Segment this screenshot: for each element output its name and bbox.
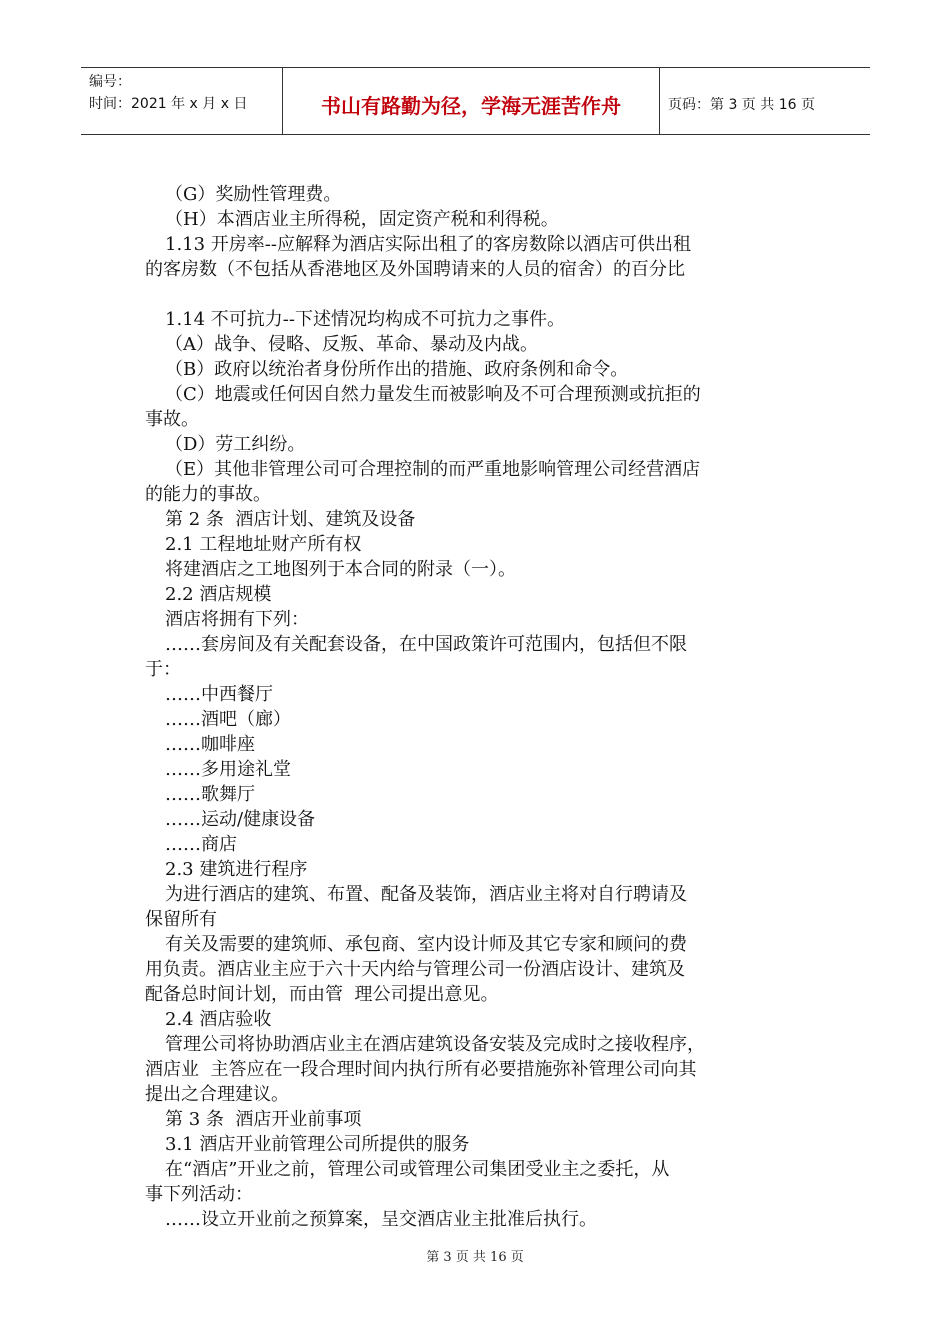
document-body — [145, 182, 810, 1232]
body-line: 在“酒店”开业之前，管理公司或管理公司集团受业主之委托，从 — [165, 1159, 670, 1180]
body-line: 事故。 — [145, 409, 199, 430]
body-line: 1.13 开房率--应解释为酒店实际出租了的客房数除以酒店可供出租 — [165, 234, 691, 255]
page-header — [81, 67, 870, 135]
body-line: 酒店业 主答应在一段合理时间内执行所有必要措施弥补管理公司向其 — [145, 1059, 697, 1080]
list-item: ……商店 — [165, 834, 237, 855]
header-meta — [81, 68, 283, 134]
body-line: （A）战争、侵略、反叛、革命、暴动及内战。 — [165, 334, 538, 355]
body-line: （E）其他非管理公司可合理控制的而严重地影响管理公司经营酒店 — [165, 459, 701, 480]
page-footer: 第 3 页 共 16 页 — [426, 1250, 524, 1265]
document-number-label: 编号： — [89, 74, 131, 90]
body-line: （D）劳工纠纷。 — [165, 434, 306, 455]
body-line: ……套房间及有关配套设备，在中国政策许可范围内，包括但不限 — [165, 634, 687, 655]
list-item: ……多用途礼堂 — [165, 759, 291, 780]
list-item: ……咖啡座 — [165, 734, 255, 755]
body-line: 配备总时间计划，而由管 理公司提出意见。 — [145, 984, 499, 1005]
body-line: 管理公司将协助酒店业主在酒店建筑设备安装及完成时之接收程序， — [165, 1034, 705, 1055]
header-motto: 书山有路勤为径，学海无涯苦作舟 — [283, 68, 660, 134]
section-heading: 第 2 条 酒店计划、建筑及设备 — [165, 509, 416, 530]
subsection-heading: 2.4 酒店验收 — [165, 1009, 272, 1030]
body-line: 事下列活动： — [145, 1184, 253, 1205]
body-line: ……设立开业前之预算案，呈交酒店业主批准后执行。 — [165, 1209, 597, 1230]
body-line: 的客房数（不包括从香港地区及外国聘请来的人员的宿舍）的百分比 — [145, 259, 685, 280]
blank-line — [145, 282, 810, 307]
subsection-heading: 2.2 酒店规模 — [165, 584, 272, 605]
body-line: （H）本酒店业主所得税，固定资产税和利得税。 — [165, 209, 559, 230]
body-line: 用负责。酒店业主应于六十天内给与管理公司一份酒店设计、建筑及 — [145, 959, 685, 980]
body-line: （G）奖励性管理费。 — [165, 184, 342, 205]
body-line: 保留所有 — [145, 909, 217, 930]
body-line: 为进行酒店的建筑、布置、配备及装饰，酒店业主将对自行聘请及 — [165, 884, 687, 905]
subsection-heading: 2.3 建筑进行程序 — [165, 859, 308, 880]
list-item: ……酒吧（廊） — [165, 709, 291, 730]
list-item: ……歌舞厅 — [165, 784, 255, 805]
body-line: 酒店将拥有下列： — [165, 609, 309, 630]
list-item: ……中西餐厅 — [165, 684, 273, 705]
body-line: 将建酒店之工地图列于本合同的附录（一）。 — [165, 559, 516, 580]
section-heading: 第 3 条 酒店开业前事项 — [165, 1109, 362, 1130]
list-item: ……运动/健康设备 — [165, 809, 316, 830]
subsection-heading: 3.1 酒店开业前管理公司所提供的服务 — [165, 1134, 470, 1155]
body-line: 有关及需要的建筑师、承包商、室内设计师及其它专家和顾问的费 — [165, 934, 687, 955]
body-line: 提出之合理建议。 — [145, 1084, 289, 1105]
subsection-heading: 2.1 工程地址财产所有权 — [165, 534, 362, 555]
body-line: （C）地震或任何因自然力量发生而被影响及不可合理预测或抗拒的 — [165, 384, 701, 405]
body-line: 1.14 不可抗力--下述情况均构成不可抗力之事件。 — [165, 309, 565, 330]
header-page-number: 页码：第 3 页 共 16 页 — [668, 97, 815, 113]
body-line: （B）政府以统治者身份所作出的措施、政府条例和命令。 — [165, 359, 629, 380]
document-date-label: 时间：2021 年 x 月 x 日 — [89, 96, 248, 112]
body-line: 的能力的事故。 — [145, 484, 271, 505]
body-line: 于： — [145, 659, 181, 680]
